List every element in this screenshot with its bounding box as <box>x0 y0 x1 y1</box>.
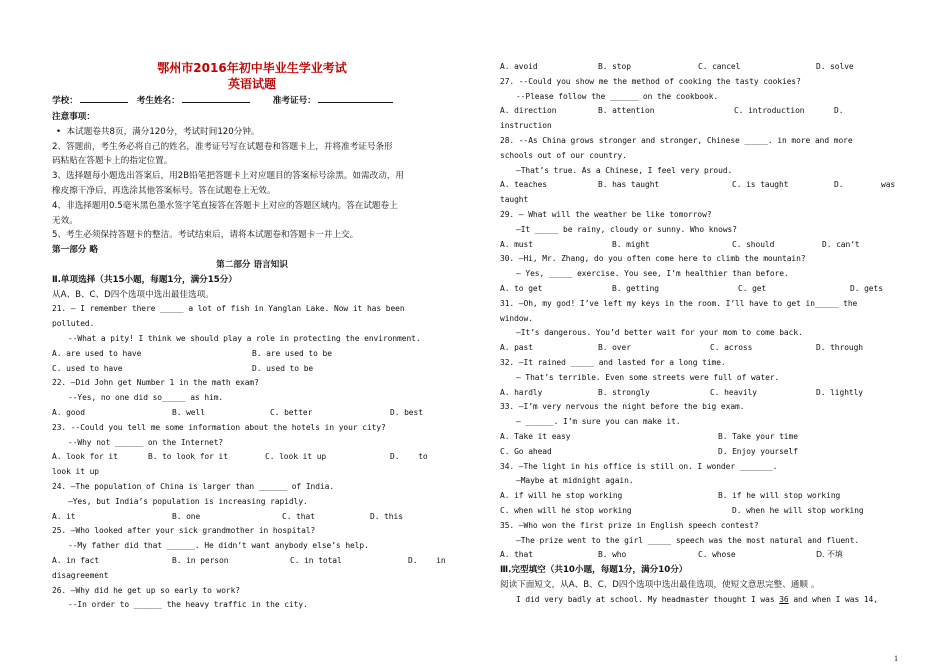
q27-reply: --Please follow the ______ on the cookbook. <box>516 91 719 101</box>
q34-options-cd <box>500 504 898 519</box>
school-field[interactable] <box>80 93 128 103</box>
q24-stem: 24. —The population of China is larger than ______ of India. <box>52 481 335 491</box>
id-field[interactable] <box>318 93 393 103</box>
q30-option-c[interactable]: C. get <box>738 283 767 293</box>
q25-option-b[interactable]: B. in person <box>172 555 229 565</box>
id-label: 准考证号： <box>272 96 316 106</box>
q22-option-c[interactable]: C. better <box>270 407 313 417</box>
q23-reply: --Why not ______ on the Internet? <box>68 437 224 447</box>
q34-option-c[interactable]: C. when will he stop working <box>500 505 632 515</box>
q31-options <box>500 341 898 356</box>
q30-option-d[interactable]: D. gets <box>850 283 883 293</box>
q26-option-d[interactable]: D. solve <box>816 62 854 71</box>
q25-option-a[interactable]: A. in fact <box>52 555 100 565</box>
q33-option-a[interactable]: A. Take it easy <box>500 431 571 441</box>
q23-stem: 23. --Could you tell me some information about the hotels in your city? <box>52 422 386 432</box>
q25-reply: --My father did that ______. He didn’t want anybody else’s help. <box>68 541 369 551</box>
q21-option-c[interactable]: C. used to have <box>52 363 123 373</box>
q27-option-b[interactable]: B. attention <box>598 106 655 116</box>
q21-stem: 21. – I remember there _____ a lot of fish in Yanglan Lake. Now it has been <box>52 304 405 314</box>
q32-reply: — That’s terrible. Even some streets were full of water. <box>516 372 780 382</box>
q26-option-b[interactable]: B. stop <box>598 62 631 71</box>
q24-option-b[interactable]: B. one <box>172 511 201 521</box>
q21-stem-cont: polluted. <box>52 319 95 329</box>
q26-option-c[interactable]: C. cancel <box>698 62 741 71</box>
q32-option-c[interactable]: C. heavily <box>710 387 758 397</box>
q31-option-a[interactable]: A. past <box>500 343 533 353</box>
section-three-instruction: 阅读下面短文，从A、B、C、D四个选项中选出最佳选项，使短文意思完整、通顺 。 <box>500 579 820 590</box>
q28-option-c[interactable]: C. is taught <box>732 180 789 190</box>
section-two-instruction: 从A、B、C、D四个选项中选出最佳选项。 <box>52 289 214 300</box>
q24-option-d[interactable]: D. this <box>370 511 403 521</box>
q25-options <box>52 554 452 569</box>
q35-stem: 35. –Who won the first prize in English speech contest? <box>500 520 759 530</box>
notes-heading: 注意事项： <box>52 112 95 122</box>
q28-option-a[interactable]: A. teaches <box>500 180 548 190</box>
q22-option-a[interactable]: A. good <box>52 407 85 417</box>
q32-option-a[interactable]: A. hardly <box>500 387 543 397</box>
q26-reply: --In order to ______ the heavy traffic in the city. <box>68 600 308 610</box>
q32-options <box>500 386 898 401</box>
q26-stem: 26. –Why did he get up so early to work? <box>52 585 241 595</box>
q25-stem: 25. –Who looked after your sick grandmother in hospital? <box>52 526 316 536</box>
q22-reply: --Yes, no one did so_____ as him. <box>68 393 224 403</box>
q28-option-d[interactable]: D. was <box>834 180 896 190</box>
q24-reply: —Yes, but India’s population is increasing rapidly. <box>68 496 308 506</box>
q28-options <box>500 178 898 193</box>
q33-option-c[interactable]: C. Go ahead <box>500 446 552 456</box>
q21-reply: --What a pity! I think we should play a role in protecting the environment. <box>68 333 421 343</box>
q27-options <box>500 104 898 119</box>
q31-option-c[interactable]: C. across <box>710 343 753 353</box>
q32-stem: 32. —It rained _____ and lasted for a long time. <box>500 357 726 367</box>
q29-reply: —It _____ be rainy, cloudy or sunny. Who knows? <box>516 224 737 234</box>
q25-option-d-cont: disagreement <box>52 570 109 580</box>
q27-stem: 27. --Could you show me the method of cooking the tasty cookies? <box>500 76 801 86</box>
note-1-text: 本试题卷共8页，满分120分，考试时间120分钟。 <box>66 126 260 137</box>
cloze-passage-line <box>500 593 898 608</box>
q27-option-d[interactable]: D. <box>834 106 844 116</box>
q25-option-d[interactable]: D. in <box>408 555 446 565</box>
q30-stem: 30. –Hi, Mr. Zhang, do you often come here to climb the mountain? <box>500 254 806 264</box>
q32-option-b[interactable]: B. strongly <box>598 387 650 397</box>
q21-options-ab <box>52 347 452 362</box>
cloze-text-before: I did very badly at school. My headmaster thought I was <box>516 594 780 604</box>
name-field[interactable] <box>182 93 250 103</box>
q33-stem: 33. –I’m very nervous the night before the big exam. <box>500 402 745 412</box>
q22-stem: 22. –Did John get Number 1 in the math exam? <box>52 378 259 388</box>
q21-option-d[interactable]: D. used to be <box>252 363 314 373</box>
q35-reply: —The prize went to the girl _____ speech was the most natural and fluent. <box>516 535 860 545</box>
q23-options <box>52 450 452 465</box>
q32-option-d[interactable]: D. lightly <box>816 387 864 397</box>
q34-option-d[interactable]: D. when he will stop working <box>732 505 864 515</box>
q34-options-ab <box>500 489 898 504</box>
q23-option-b[interactable]: B. to look for it <box>148 452 228 462</box>
note-2b: 码粘贴在答题卡上的指定位置。 <box>52 156 173 167</box>
q34-reply: —Maybe at midnight again. <box>516 476 634 486</box>
q23-option-d-cont: look it up <box>52 467 100 477</box>
part-one-heading: 第一部分 略 <box>52 245 98 256</box>
q29-stem: 29. — What will the weather be like tomorrow? <box>500 209 712 219</box>
q23-option-d[interactable]: D. to <box>390 452 428 462</box>
note-1 <box>52 125 452 140</box>
q35-option-a[interactable]: A. that <box>500 550 533 560</box>
note-2a: 2、答题前，考生务必将自己的姓名，准考证号写在试题卷和答题卡上，并将准考证号条形 <box>52 141 393 152</box>
q21-option-b[interactable]: B. are used to be <box>252 348 332 358</box>
bullet-icon: • <box>56 126 67 137</box>
exam-subtitle: 英语试题 <box>227 77 276 91</box>
q30-option-b[interactable]: B. getting <box>612 283 660 293</box>
q24-options <box>52 510 452 525</box>
q33-options-cd <box>500 445 898 460</box>
left-column <box>52 60 452 613</box>
q28-reply: —That’s true. As a Chinese, I feel very proud. <box>516 165 733 175</box>
section-two-title: Ⅱ.单项选择（共15小题，每题1分，满分15分） <box>52 274 237 285</box>
school-label: 学校： <box>52 96 78 106</box>
page-number: 1 <box>894 654 898 663</box>
candidate-info-row <box>52 92 452 110</box>
q24-option-a[interactable]: A. it <box>52 511 76 521</box>
name-label: 考生姓名： <box>136 96 180 106</box>
cloze-blank-36: 36 <box>779 594 789 604</box>
q31-stem-cont: window. <box>500 313 533 323</box>
q35-option-d[interactable]: D. 不填 <box>816 550 843 560</box>
q30-options <box>500 282 898 297</box>
q21-option-a[interactable]: A. are used to have <box>52 348 142 358</box>
q34-option-b[interactable]: B. if he will stop working <box>718 491 841 501</box>
q23-option-c[interactable]: C. look it up <box>265 452 327 462</box>
q31-stem: 31. –Oh, my god! I’ve left my keys in the room. I’ll have to get in_____ the <box>500 298 858 308</box>
q21-options-cd <box>52 362 452 377</box>
q30-reply: – Yes, _____ exercise. You see, I’m healthier than before. <box>516 269 789 279</box>
q31-option-d[interactable]: D. through <box>816 343 864 353</box>
cloze-text-after: and when I was 14, <box>788 594 878 604</box>
q26-options <box>500 60 898 75</box>
q33-option-b[interactable]: B. Take your time <box>718 431 798 441</box>
q23-option-a[interactable]: A. look for it <box>52 452 118 462</box>
q28-option-b[interactable]: B. has taught <box>598 180 660 190</box>
q22-option-d[interactable]: D. best <box>390 407 423 417</box>
q22-option-b[interactable]: B. well <box>172 407 205 417</box>
q31-option-b[interactable]: B. over <box>598 343 631 353</box>
section-three-title: Ⅲ.完型填空（共10小题，每题1分，满分10分） <box>500 565 688 576</box>
q27-option-a[interactable]: A. direction <box>500 106 557 116</box>
note-4a: 4、非选择题用0.5毫米黑色墨水签字笔直接答在答题卡上对应的答题区域内。答在试题卷上 <box>52 200 398 211</box>
q29-option-c[interactable]: C. should <box>732 239 775 249</box>
q27-option-c[interactable]: C. introduction <box>734 106 805 116</box>
exam-title: 鄂州市2016年初中毕业生学业考试 <box>157 61 347 75</box>
q28-stem-cont: schools out of our country. <box>500 150 627 160</box>
q35-option-b[interactable]: B. who <box>598 550 627 560</box>
part-two-heading: 第二部分 语言知识 <box>216 259 288 270</box>
q27-option-d-cont: instruction <box>500 121 552 131</box>
note-5: 5、考生必须保持答题卡的整洁。考试结束后，请将本试题卷和答题卡一并上交。 <box>52 230 359 241</box>
q29-option-a[interactable]: A. must <box>500 239 533 249</box>
q30-option-a[interactable]: A. to get <box>500 283 543 293</box>
q28-stem: 28. --As China grows stronger and stronger, Chinese _____. in more and more <box>500 135 853 145</box>
q33-options-ab <box>500 430 898 445</box>
q25-option-c[interactable]: C. in total <box>290 555 342 565</box>
q35-option-c[interactable]: C. whose <box>698 550 736 560</box>
note-3a: 3、选择题每小题选出答案后，用2B铅笔把答题卡上对应题目的答案标号涂黑。如需改动，用 <box>52 171 404 182</box>
q26-option-a[interactable]: A. avoid <box>500 62 538 71</box>
q34-stem: 34. —The light in his office is still on. I wonder _______. <box>500 461 778 471</box>
q34-option-a[interactable]: A. if will he stop working <box>500 491 623 501</box>
q29-option-b[interactable]: B. might <box>612 239 650 249</box>
q33-reply: – ______. I’m sure you can make it. <box>516 417 681 427</box>
q31-reply: –It’s dangerous. You’d better wait for your mom to come back. <box>516 328 803 338</box>
q29-options <box>500 238 898 253</box>
q22-options <box>52 406 452 421</box>
right-column <box>500 60 898 607</box>
q28-option-d-cont: taught <box>500 195 529 205</box>
note-3b: 橡皮擦干净后，再选涂其他答案标号。答在试题卷上无效。 <box>52 185 276 196</box>
q24-option-c[interactable]: C. that <box>282 511 315 521</box>
q29-option-d[interactable]: D. can’t <box>822 239 860 249</box>
q35-options <box>500 548 898 563</box>
q33-option-d[interactable]: D. Enjoy yourself <box>718 446 798 456</box>
note-4b: 无效。 <box>52 215 78 226</box>
